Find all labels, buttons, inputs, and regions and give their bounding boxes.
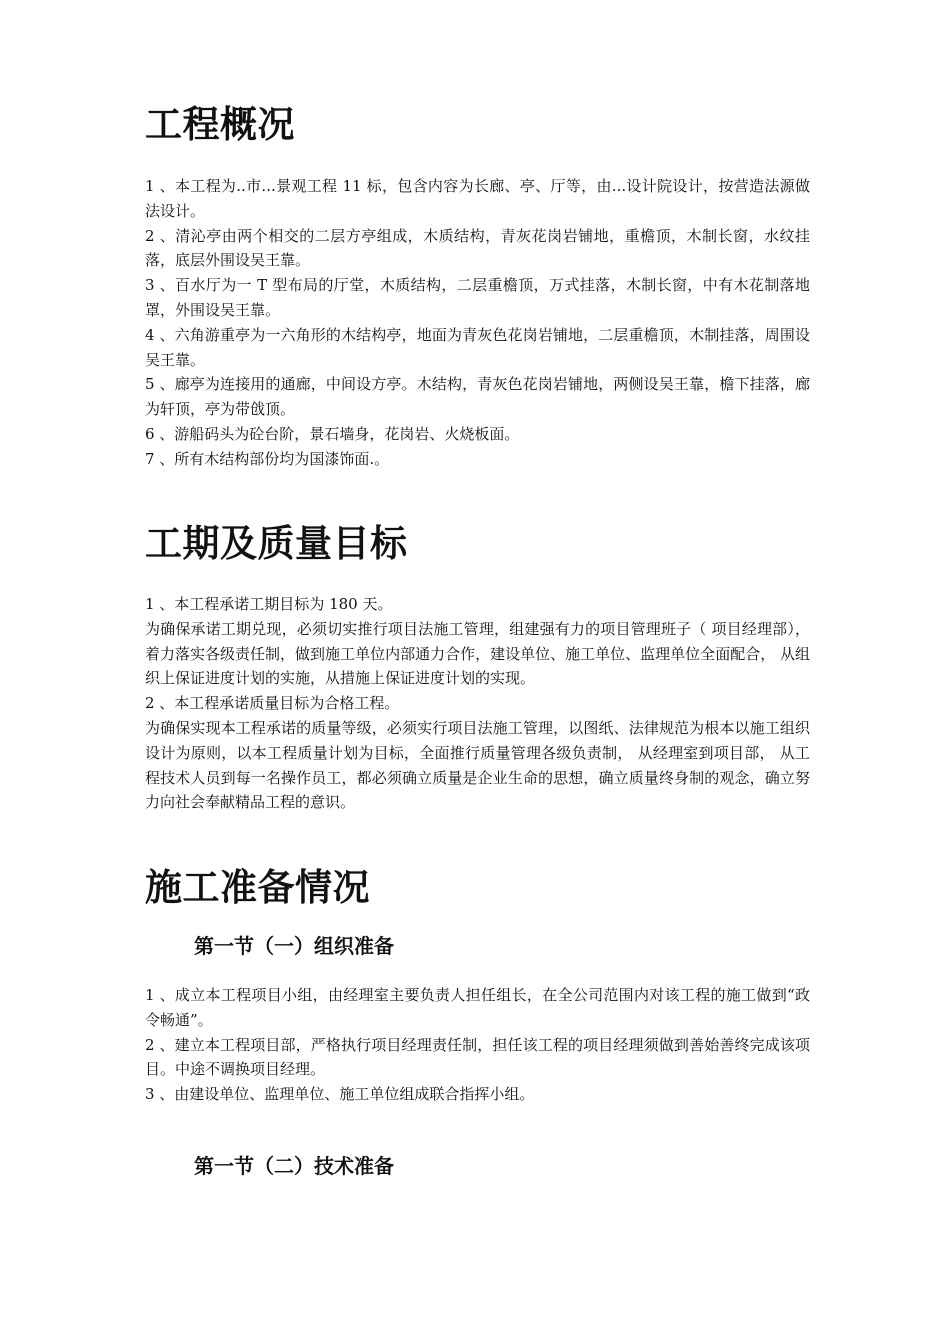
paragraph: 5 、廊亭为连接用的通廊，中间设方亭。木结构，青灰色花岗岩铺地，两侧设吴王靠，檐下挂落，廊为轩顶，亭为带戗顶。 bbox=[145, 375, 810, 419]
paragraph: 3 、百水厅为一 T 型布局的厅堂，木质结构，二层重檐顶，万式挂落，木制长窗，中有木花制落地罩，外围设吴王靠。 bbox=[145, 276, 810, 319]
subsection-heading-technical: 第一节（二）技术准备 bbox=[194, 1154, 394, 1178]
paragraph: 6 、游船码头为砼台阶，景石墙身，花岗岩、火烧板面。 bbox=[145, 424, 520, 443]
section-heading-overview: 工程概况 bbox=[145, 103, 295, 146]
section-heading-schedule-quality: 工期及质量目标 bbox=[145, 522, 408, 565]
paragraph: 为确保承诺工期兑现，必须切实推行项目法施工管理，组建强有力的项目管理班子（ 项目经理部），着力落实各级责任制，做到施工单位内部通力合作，建设单位、施工单位、监理单位全面配合， 从组织上保证进度计划的实施，从措施上保证进度计划的实现。 bbox=[145, 619, 810, 688]
paragraph: 3 、由建设单位、监理单位、施工单位组成联合指挥小组。 bbox=[145, 1085, 535, 1104]
subsection-heading-organization: 第一节（一）组织准备 bbox=[194, 934, 394, 958]
section-body-overview bbox=[145, 174, 810, 472]
subsection-body-organization bbox=[145, 983, 810, 1107]
paragraph: 2 、建立本工程项目部，严格执行项目经理责任制，担任该工程的项目经理须做到善始善终完成该项目。中途不调换项目经理。 bbox=[145, 1035, 810, 1079]
paragraph: 1 、本工程承诺工期目标为 180 天。 bbox=[145, 595, 393, 613]
section-heading-preparation: 施工准备情况 bbox=[145, 866, 370, 909]
section-body-schedule-quality bbox=[145, 592, 810, 815]
paragraph: 为确保实现本工程承诺的质量等级，必须实行项目法施工管理，以图纸、法律规范为根本以施工组织设计为原则，以本工程质量计划为目标，全面推行质量管理各级负责制， 从经理室到项目部， 从工程技术人员到每一名操作员工，都必须确立质量是企业生命的思想，确立质量终身制的观念，确立努力向社会奉献精品工程的意识。 bbox=[145, 718, 810, 812]
paragraph: 2 、本工程承诺质量目标为合格工程。 bbox=[145, 694, 400, 713]
paragraph: 1 、本工程为..市...景观工程 11 标，包含内容为长廊、亭、厅等，由...设计院设计，按营造法源做法设计。 bbox=[145, 177, 810, 220]
paragraph: 4 、六角游重亭为一六角形的木结构亭，地面为青灰色花岗岩铺地，二层重檐顶，木制挂落，周围设吴王靠。 bbox=[145, 325, 810, 369]
paragraph: 7 、所有木结构部份均为国漆饰面.。 bbox=[145, 449, 390, 468]
paragraph: 2 、清沁亭由两个相交的二层方亭组成，木质结构，青灰花岗岩铺地，重檐顶，木制长窗，水纹挂落，底层外围设吴王靠。 bbox=[145, 226, 810, 270]
paragraph: 1 、成立本工程项目小组，由经理室主要负责人担任组长，在全公司范围内对该工程的施工做到“政令畅通”。 bbox=[145, 986, 810, 1029]
